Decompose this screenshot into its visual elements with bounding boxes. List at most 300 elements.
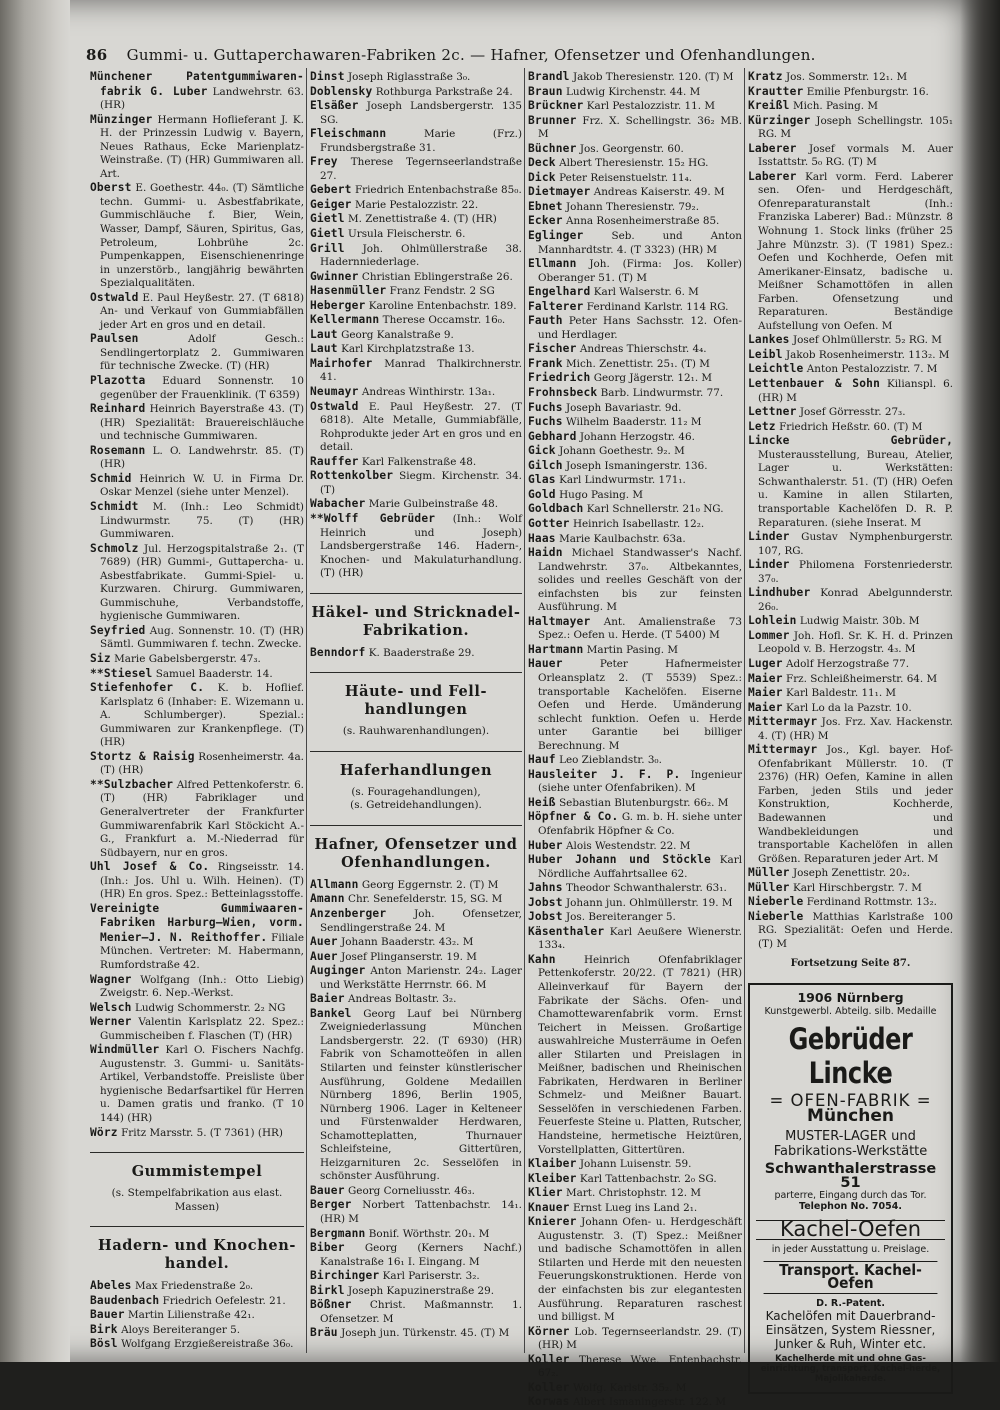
directory-entry [748, 743, 953, 866]
directory-entry [90, 542, 304, 624]
directory-entry [528, 615, 742, 643]
entry-name: Braun [528, 84, 563, 98]
directory-entry [528, 839, 742, 854]
entry-text: Karl Nördliche Auffahrtsallee 62. [538, 854, 743, 880]
ad-muster: MUSTER-LAGER und [785, 1129, 916, 1145]
entry-name: Korwas [528, 1395, 570, 1409]
entry-name: Goldbach [528, 502, 584, 516]
entry-text: Kilianspl. 6. (HR) M [758, 378, 953, 404]
entry-text: Johann Goethestr. 9₂. M [559, 445, 685, 458]
entry-text: Anna Rosenheimerstraße 85. [566, 215, 720, 228]
directory-entry [310, 299, 522, 314]
directory-entry [528, 810, 742, 838]
entry-name: Krautter [748, 84, 804, 98]
directory-entry [528, 171, 742, 186]
directory-entry [528, 502, 742, 517]
entry-name: Münzinger [90, 112, 153, 126]
entry-name: Büchner [528, 141, 577, 155]
column-rule [744, 68, 745, 1353]
section-title-haekel: Häkel- und Stricknadel-Fabrikation. [311, 603, 521, 639]
entry-text: Ursula Fleischerstr. 6. [348, 228, 466, 241]
entry-text: Jakob Rosenheimerstr. 113₂. M [786, 348, 950, 361]
directory-entry [528, 229, 742, 257]
entry-name: Linder [748, 530, 790, 544]
entry-name: Allmann [310, 877, 359, 891]
entry-name: Jobst [528, 910, 563, 924]
entry-text: Albert Theresienstr. 15₂ HG. [559, 157, 709, 170]
entry-text: E. Goethestr. 44₀. (T) Sämtliche techn. Gummi- u. Asbestfabrikate, Gummischläuche f. Bier, Wein, Wasser, Dampf, Säuren, Spiritus, Gas, Petroleum, Lohbrühe 2c. Pumpenkappen, Eisenschienenringe in unzerstörb., langjährig bewährten Spezialqualitäten. [100, 182, 304, 290]
entry-name: Höpfner & Co. [528, 810, 619, 824]
directory-entry [310, 512, 522, 581]
entry-name: Baudenbach [90, 1293, 160, 1307]
running-title: Gummi- u. Guttaperchawaren-Fabriken 2c. — Hafner, Ofensetzer und Ofenhandlungen. [126, 46, 816, 64]
directory-entry [748, 333, 953, 348]
directory-entry [528, 214, 742, 229]
entry-text: Manrad Thalkirchnerstr. 41. [320, 357, 522, 384]
directory-entry [90, 500, 304, 542]
entry-name: **Sulzbacher [90, 777, 174, 791]
entry-name: Plazotta [90, 374, 146, 388]
entry-name: Schmidt [90, 499, 139, 513]
page-edge-shadow [960, 0, 1000, 1362]
entry-name: Brunner [528, 113, 577, 127]
directory-entry [528, 546, 742, 615]
entry-name: Stortz & Raisig [90, 749, 195, 763]
entry-text: Karl Hirschbergstr. 7. M [792, 881, 922, 894]
entry-text: Matthias Karlstraße 100 RG. Spezialität: Oefen und Herde. (T) M [758, 910, 953, 950]
entry-name: Windmüller [90, 1043, 160, 1057]
entry-text: E. Paul Heyßestr. 27. (T 6818) An- und Verkauf von Gummiabfällen jeder Art en gros und en detail. [100, 291, 304, 331]
directory-entry [748, 142, 953, 170]
entry-name: Kreißl [748, 99, 790, 113]
entry-text: Karl Walserstr. 6. M [593, 286, 699, 299]
entry-name: Baier [310, 992, 345, 1006]
entry-text: Jos. Frz. Xav. Hackenstr. 4. (T) (HR) M [758, 716, 953, 742]
entry-name: Schmolz [90, 541, 139, 555]
entry-text: Andreas Winthirstr. 13a₁. [361, 386, 496, 399]
entry-name: Elsäßer [310, 99, 359, 113]
entry-text: Joseph Bavariastr. 9d. [566, 401, 682, 414]
directory-entry [90, 1294, 304, 1309]
ad-brand: Gebrüder Lincke [788, 1022, 913, 1091]
ad-ausstattung: in jeder Ausstattung u. Preislage. [771, 1243, 930, 1255]
entry-name: Münchener Patentgummiwaren-fabrik G. Luber [90, 70, 304, 98]
entry-text: Joseph Zenettistr. 20₂. [792, 867, 910, 880]
directory-entry [748, 348, 953, 363]
directory-entry [528, 643, 742, 658]
entry-text: Karl Pariserstr. 3₂. [382, 1270, 480, 1283]
directory-entry [528, 357, 742, 372]
entry-text: Ferdinand Karlstr. 114 RG. [586, 300, 729, 313]
entry-name: Engelhard [528, 285, 591, 299]
entry-text: M. (Inh.: Leo Schmidt) Lindwurmstr. 75. (T) (HR) Gummiwaren. [100, 500, 304, 541]
entry-text: Friedrich Entenbachstraße 85₀. [354, 184, 522, 197]
directory-entry [90, 181, 304, 290]
column-4 [748, 70, 953, 1384]
entry-text: Aloys Bereiteranger 5. [121, 1323, 241, 1336]
directory-entry [748, 530, 953, 558]
directory-entry [90, 860, 304, 902]
entry-name: Benndorf [310, 645, 366, 659]
entry-name: Ellmann [528, 257, 577, 271]
section-rule [310, 593, 522, 594]
entry-name: Doblensky [310, 84, 373, 98]
entry-text: Karl Falkenstraße 48. [361, 455, 477, 468]
entry-name: Leibl [748, 347, 783, 361]
directory-entry [528, 300, 742, 315]
column-rule [524, 68, 525, 1353]
entry-text: L. O. Landwehrstr. 85. (T) (HR) [100, 444, 304, 471]
entry-text: Anton Pestalozzistr. 7. M [806, 363, 938, 376]
entry-text: Albert Ismaningerstr. 122. M [572, 1396, 726, 1409]
entry-name: Kahn [528, 952, 556, 966]
entry-text: Alois Westendstr. 22. M [566, 839, 691, 852]
ad-small: Kachelherde mit und ohne Gas-einrichtung, transport. Kachel-herde, Majolikaherde. [760, 1353, 941, 1384]
directory-entry [310, 385, 522, 400]
directory-entry [528, 1157, 742, 1172]
entry-name: Nieberle [748, 895, 804, 909]
entry-name: Fuchs [528, 400, 563, 414]
directory-entry [748, 362, 953, 377]
entry-text: Joseph jun. Türkenstr. 45. (T) M [341, 1327, 510, 1340]
entry-name: Heiß [528, 795, 556, 809]
entry-text: Heinrich Ofenfabriklager Pettenkoferstr. 20/22. (T 7821) (HR) Alleinverkauf für Bayern der Fabrikate der Sächs. Ofen- und Chamottewarenfabrik vorm. Ernst Teichert in Meissen. Großartige auswahlreiche Musterräume in Oefen aller Stilarten und Preislagen in Meißner, badischen und Rheinischen Fabrikaten, Herdwaren in Berliner Schmelz- und Meißner Bauart. Sesselöfen in verschiedenen Farben. Feuerfeste Steine u. Platten, Rutscher, Handsteine, hermetische Heiztüren, Vorstellplatten, Gittertüren. [538, 953, 742, 1156]
directory-entry [90, 1015, 304, 1043]
entry-text: Josef vormals M. Auer Isstattstr. 5₀ RG. (T) M [758, 142, 953, 169]
directory-entry [528, 185, 742, 200]
ad-street: Schwanthalerstrasse 51 [764, 1161, 937, 1191]
directory-entry [90, 652, 304, 667]
entry-text: Josef Ohlmüllerstr. 5₂ RG. M [792, 334, 942, 347]
entry-name: Kellermann [310, 313, 380, 327]
entry-text: Jakob Theresienstr. 120. (T) M [572, 71, 734, 83]
entry-text: Marie Kaulbachstr. 63a. [559, 532, 686, 545]
book-gutter [0, 0, 70, 1362]
directory-entry [748, 701, 953, 716]
entry-name: Maier [748, 700, 783, 714]
entry-text: Theodor Schwanthalerstr. 63₁. [566, 882, 727, 895]
ad-transport: Transport. Kachel-Oefen [764, 1261, 938, 1294]
entry-name: Müller [748, 880, 790, 894]
directory-entry [90, 291, 304, 333]
directory-entry [90, 1337, 304, 1352]
entry-text: Friedrich Heßstr. 60. (T) M [779, 420, 923, 433]
directory-entry [90, 1308, 304, 1323]
directory-entry [528, 85, 742, 100]
directory-entry [528, 156, 742, 171]
entry-text: Therese Tegernseerlandstraße 27. [320, 156, 522, 182]
entry-text: Georg Kanalstraße 9. [341, 328, 454, 341]
directory-entry [310, 400, 522, 455]
entry-name: Birchinger [310, 1269, 380, 1283]
section-rule [310, 672, 522, 673]
entry-text: Wolfg. Karlstr. 35₂. M [572, 1381, 687, 1394]
entry-name: Schmid [90, 471, 132, 485]
entry-name: Körner [528, 1324, 570, 1338]
directory-entry [528, 853, 742, 881]
entry-name: Gebert [310, 183, 352, 197]
directory-entry [310, 183, 522, 198]
entry-name: Gold [528, 487, 556, 501]
directory-entry [748, 715, 953, 743]
directory-entry [310, 935, 522, 950]
entry-name: Bankel [310, 1006, 352, 1020]
entry-text: Ernst Lueg ins Land 2₁. [572, 1201, 698, 1214]
directory-entry [528, 285, 742, 300]
entry-text: Ant. Amalienstraße 73 Spez.: Oefen u. Herde. (T 5400) M [538, 615, 742, 642]
directory-entry [528, 517, 742, 532]
entry-text: Georg Lauf bei Nürnberg Zweigniederlassung München Landsbergerstr. 22. (T 6930) (HR) Fabrik von Schamotteöfen in allen Stilarten und feinster künstlerischer Ausführung, Goldene Medaillen Nürnberg 1896, Berlin 1905, Nürnberg 1906. Lager in Kelteneer und Fürstenwalder Herdwaren, Schamotteplatten, Thurnauer Schleifsteine, Gittertüren, Heizgarnituren 2c. Sesselöfen in schönster Ausführung. [320, 1007, 522, 1183]
directory-entry [528, 1186, 742, 1201]
entry-name: Kleiber [528, 1171, 577, 1185]
directory-entry [310, 85, 522, 100]
directory-entry [528, 430, 742, 445]
entry-name: Auer [310, 949, 338, 963]
directory-entry [310, 455, 522, 470]
directory-entry [748, 881, 953, 896]
entry-name: Frank [528, 356, 563, 370]
entry-name: Gebhard [528, 429, 577, 443]
directory-entry [748, 434, 953, 530]
section-title-hadern: Hadern- und Knochen-handel. [98, 1237, 296, 1273]
entry-name: Hauf [528, 753, 556, 767]
section-rule [310, 751, 522, 752]
entry-text: Jos., Kgl. bayer. Hof-Ofenfabrikant Müllerstr. 10. (T 2376) (HR) Oefen, Kamine in allen Farben, jeden Stils und jeder Konstruktion, Kochherde, Badewannen und Wandbekleidungen und transportable Kachelöfen in allen Größen. Reparaturen jeder Art. M [758, 744, 953, 865]
entry-name: Mairhofer [310, 356, 373, 370]
directory-entry [748, 420, 953, 435]
entry-text: Frz. X. Schellingstr. 36₂ MB. M [538, 114, 742, 141]
entries-hadern-cont [310, 70, 522, 581]
directory-entry [310, 357, 522, 385]
directory-entry [528, 142, 742, 157]
directory-entry [90, 374, 304, 402]
entry-name: Abeles [90, 1279, 132, 1293]
entry-name: Mittermayr [748, 715, 818, 729]
entry-name: Luger [748, 656, 783, 670]
entry-text: Christ. Maßmannstr. 1. Ofensetzer. M [320, 1299, 522, 1325]
directory-entry [310, 284, 522, 299]
entry-text: Heinrich Isabellastr. 12₂. [572, 517, 705, 530]
entry-text: Jos. Georgenstr. 60. [579, 142, 684, 155]
entry-name: Hauer [528, 657, 563, 671]
directory-entry [528, 257, 742, 285]
directory-entry [748, 405, 953, 420]
entry-name: Koller [528, 1380, 570, 1394]
entry-text: Johann Luisenstr. 59. [579, 1158, 692, 1171]
directory-entry [310, 155, 522, 183]
entry-name: Wörz [90, 1125, 118, 1139]
directory-entry [528, 401, 742, 416]
entry-name: Knauer [528, 1200, 570, 1214]
entry-text: Therese Wwe. Entenbachstr. 67₂. [538, 1353, 742, 1380]
entry-name: **Stiesel [90, 666, 153, 680]
entry-text: Heinrich W. U. in Firma Dr. Oskar Menzel (siehe unter Menzel). [100, 472, 304, 499]
entry-text: Mart. Christophstr. 12. M [566, 1187, 702, 1200]
entry-text: Karl O. Fischers Nachfg. Augustenstr. 3. Gummi- u. Sanitäts-Artikel, Verbandstoffe. Preisliste über hygienische Bedarfsartikel für Herren u. Damen gratis und franko. (T 10 144) (HR) [100, 1044, 304, 1125]
entry-text: Max Friedenstraße 2₀. [134, 1280, 254, 1293]
entry-text: Musterausstellung, Bureau, Atelier, Lager u. Werkstätten: Schwanthalerstr. 51. (T) (HR) Oefen u. Kamine in allen Stilarten, transportable Kachelöfen D. R. P. Reparaturen. (siehe Inserat. M [758, 448, 953, 529]
directory-entry [528, 1215, 742, 1324]
entry-name: Lincke Gebrüder, [748, 434, 953, 448]
entry-text: G. m. b. H. siehe unter Ofenfabrik Höpfner & Co. [538, 811, 742, 837]
directory-entry [528, 1395, 742, 1410]
entry-name: Kratz [748, 70, 783, 83]
entry-name: Werner [90, 1015, 132, 1029]
entry-name: Kürzinger [748, 113, 811, 127]
entry-name: Grill [310, 241, 345, 255]
directory-entry [90, 1001, 304, 1016]
directory-entry [748, 70, 953, 85]
entry-text: Karl Pestalozzistr. 11. M [586, 100, 715, 113]
entry-text: Karl Aeußere Wienerstr. 133₄. [538, 925, 742, 952]
directory-entry [90, 402, 304, 444]
entry-name: Gietl [310, 212, 345, 226]
entry-text: Marie Gabelsbergerstr. 47₃. [114, 652, 261, 665]
ad-parterre: parterre, Eingang durch das Tor. [774, 1190, 927, 1202]
entry-name: Laut [310, 327, 338, 341]
directory-entry [528, 796, 742, 811]
page-number: 86 [86, 46, 108, 64]
entry-text: Friedrich Oefelestr. 21. [162, 1294, 286, 1307]
entry-name: Rauffer [310, 454, 359, 468]
directory-entry [748, 895, 953, 910]
directory-entry [748, 558, 953, 586]
entry-text: Marie Gulbeinstraße 48. [368, 498, 499, 511]
directory-entry [90, 750, 304, 778]
entry-name: Dinst [310, 70, 345, 83]
directory-entry [528, 415, 742, 430]
section-note: (s. Fouragehandlungen), [351, 785, 481, 798]
entry-name: Vereinigte Gummiwaaren-Fabriken Harburg—Wien, vorm. Menier—J. N. Reithoffer. [90, 901, 304, 944]
directory-entry [310, 1241, 522, 1269]
entry-text: Georg Eggernstr. 2. (T) M [361, 878, 499, 891]
entry-name: Oberst [90, 181, 132, 195]
entry-text: Jul. Herzogspitalstraße 2₁. (T 7689) (HR) Gummi-, Guttapercha- u. Asbestfabrikate. Gummi-Spiel- u. Kurzwaren. Chirurg. Gummiwaren, Gummischuhe, Verbandstoffe, hygienische Gummiwaren. [100, 542, 304, 623]
entries-haekel [310, 646, 522, 661]
entry-name: Haas [528, 531, 556, 545]
entry-text: Joh. (Firma: Jos. Koller) Oberanger 51. (T) M [538, 258, 742, 284]
entries-hafner-cont2 [748, 70, 953, 951]
entry-name: Wagner [90, 972, 132, 986]
directory-entry [528, 953, 742, 1157]
entry-name: Deck [528, 156, 556, 170]
directory-entry [310, 1007, 522, 1184]
directory-entry [310, 1198, 522, 1226]
entry-name: Fauth [528, 314, 563, 328]
entry-name: Siz [90, 651, 111, 665]
entry-text: Bonif. Wörthstr. 20₁. M [368, 1227, 490, 1240]
entry-name: Brandl [528, 70, 570, 83]
entry-name: Gick [528, 444, 556, 458]
entry-text: Joseph Landsbergerstr. 135 SG. [320, 100, 522, 126]
directory-entry [310, 1227, 522, 1242]
entry-text: Rosenheimerstr. 4a. (T) (HR) [100, 750, 304, 777]
directory-entry [528, 314, 742, 342]
directory-entry [90, 332, 304, 374]
entry-name: Seyfried [90, 623, 146, 637]
entry-name: Auginger [310, 964, 366, 978]
directory-entry [90, 973, 304, 1001]
entry-text: Siegm. Kirchenstr. 34. (T) [320, 470, 522, 496]
entry-name: Lankes [748, 333, 790, 347]
entry-name: Rottenkolber [310, 469, 394, 483]
directory-entry [748, 377, 953, 405]
section-rule [310, 825, 522, 826]
entry-text: Adolf Gesch.: Sendlingertorplatz 2. Gummiwaren für technische Zwecke. (T) (HR) [100, 333, 304, 373]
directory-entry [748, 910, 953, 952]
entry-text: Valentin Karlsplatz 22. Spez.: Gummischeiben f. Flaschen (T) (HR) [100, 1016, 304, 1042]
entry-name: Lettner [748, 405, 797, 419]
entry-name: Maier [748, 671, 783, 685]
entry-name: Frey [310, 155, 338, 169]
directory-entry [528, 1353, 742, 1381]
section-title-hafner: Hafner, Ofensetzer und Ofenhandlungen. [314, 835, 518, 871]
directory-entry [748, 629, 953, 657]
entry-name: Bösl [90, 1337, 118, 1351]
entry-name: Welsch [90, 1000, 132, 1014]
ad-patent: D. R.-Patent. [816, 1297, 885, 1309]
entry-text: Joseph Kapuzinerstraße 29. [348, 1284, 495, 1297]
directory-entry [310, 1284, 522, 1299]
directory-entry [310, 646, 522, 661]
entry-text: Franz Fendstr. 2 SG [389, 285, 495, 298]
entry-name: Mittermayr [748, 743, 818, 757]
entry-name: Leichtle [748, 362, 804, 376]
entry-name: Letz [748, 419, 776, 433]
entry-name: Koller [528, 1352, 570, 1366]
directory-entry [528, 114, 742, 142]
entry-text: Karl Baldestr. 11₁. M [786, 687, 897, 700]
entry-name: Gilch [528, 458, 563, 472]
directory-entry [90, 681, 304, 750]
directory-entry [528, 200, 742, 215]
directory-entry [310, 212, 522, 227]
entries-hadern [90, 1279, 304, 1352]
entry-name: Nieberle [748, 909, 804, 923]
entry-name: Fuchs [528, 415, 563, 429]
directory-entry [528, 532, 742, 547]
entry-text: Heinrich Bayerstraße 43. (T) (HR) Spezialität: Brauereischläuche und technische Gummiwaren. [100, 403, 304, 443]
entry-text: Andreas Kaiserstr. 49. M [593, 186, 725, 199]
entry-text: Johann Ofen- u. Herdgeschäft Augustenstr. 3. (T) Spez.: Meißner und badische Schamottöfen in allen Stilarten und Herde mit den neuesten Feuerungskonstruktionen. Herde von der einfachsten bis zur elegantesten Ausführung. Reparaturen raschest und billigst. M [538, 1216, 742, 1324]
continuation-note: Fortsetzung Seite 87. [790, 958, 911, 970]
directory-entry [310, 127, 522, 155]
directory-entry [528, 459, 742, 474]
directory-entry [310, 892, 522, 907]
entry-name: Huber Johann und Stöckle [528, 853, 711, 867]
entry-text: Frz. Schleißheimerstr. 64. M [786, 672, 938, 685]
entry-name: Falterer [528, 299, 584, 313]
entry-text: K. Baaderstraße 29. [368, 646, 475, 659]
entry-name: Stiefenhofer C. [90, 681, 205, 695]
entry-name: Eglinger [528, 229, 584, 243]
entry-name: Fleischmann [310, 127, 387, 141]
column-3 [528, 70, 743, 1409]
ad-body: Kachelöfen mit Dauerbrand-Einsätzen, System Riessner, Junker & Ruh, Winter etc. [765, 1308, 936, 1351]
entry-name: Ebnet [528, 199, 563, 213]
entry-name: Haltmayer [528, 614, 591, 628]
directory-entry [748, 99, 953, 114]
entry-text: Eduard Sonnenstr. 10 gegenüber der Frauenklinik. (T 6359) [100, 375, 304, 401]
directory-entry [310, 469, 522, 497]
entry-text: Michael Standwasser's Nachf. Landwehrstr. 37₀. Altbekanntes, solides und reelles Geschäft von der einfachsten bis zur feinsten Ausführung. M [538, 547, 742, 614]
directory-entry [748, 657, 953, 672]
ad-city: München [807, 1105, 894, 1126]
entry-text: Hugo Pasing. M [559, 488, 643, 501]
entry-name: Birkl [310, 1283, 345, 1297]
entry-text: Georg Jägerstr. 12₁. M [593, 372, 713, 385]
entry-text: Konrad Abelgunnderstr. 26₀. [758, 587, 953, 613]
